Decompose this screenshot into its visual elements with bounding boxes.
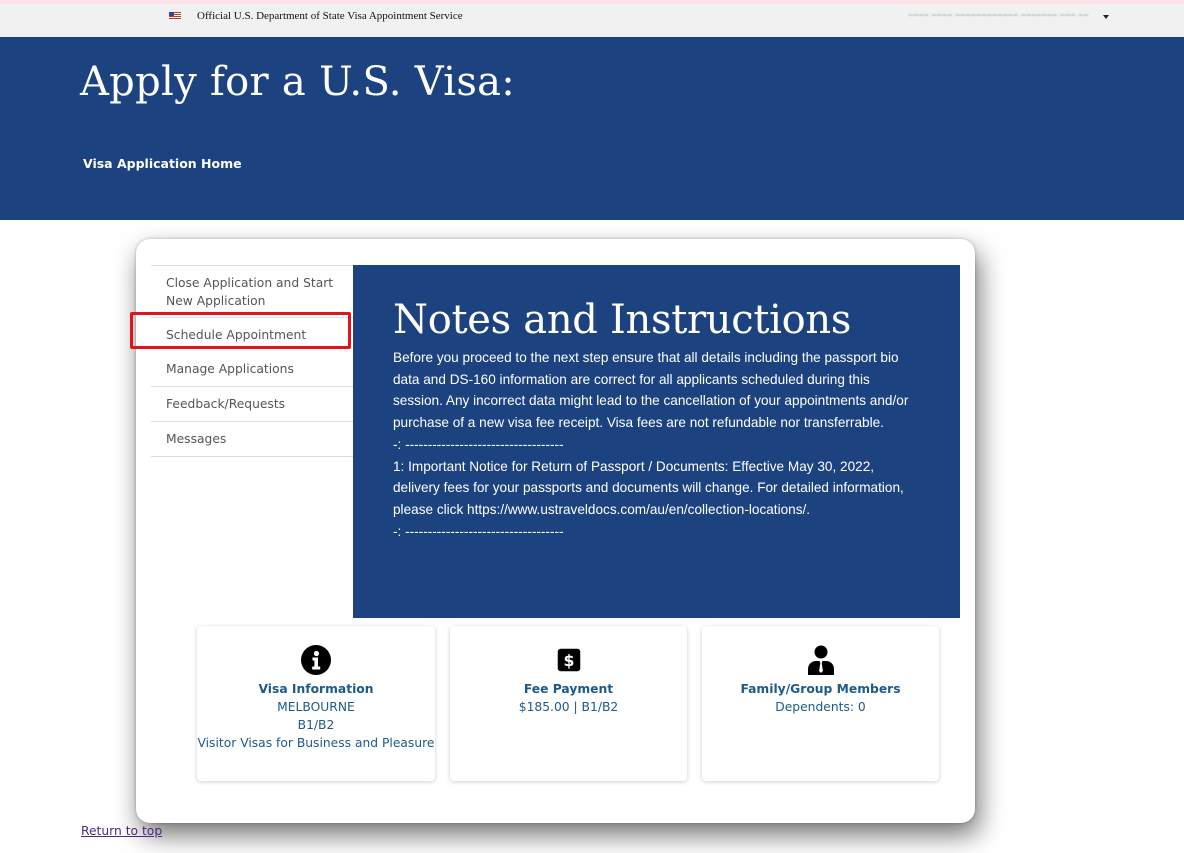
notes-paragraph: Before you proceed to the next step ensure that all details including the passport bio data and DS-160 information are correct for all applicants scheduled during this session. Any incorrect data might lead to the cancellation of your appointments and/or purchase of a new visa fee receipt. Visa fees are not refundable nor transferrable. <box>393 350 909 431</box>
visa-class: B1/B2 <box>297 718 335 732</box>
visa-post: MELBOURNE <box>277 700 355 714</box>
official-site-text: Official U.S. Department of State Visa Appointment Service <box>197 10 463 22</box>
notes-separator: -: ----------------------------------- <box>393 523 564 539</box>
notes-body <box>393 347 913 542</box>
page-header <box>0 37 1184 220</box>
visa-application-home-link[interactable]: Visa Application Home <box>83 156 242 171</box>
return-to-top-link[interactable]: Return to top <box>81 824 163 838</box>
dollar-icon <box>557 648 581 672</box>
nav-close-application[interactable]: Close Application and Start New Application <box>151 266 353 318</box>
page-title: Apply for a U.S. Visa: <box>80 59 516 105</box>
card-title: Family/Group Members <box>740 682 901 696</box>
nav-messages[interactable]: Messages <box>151 422 353 457</box>
side-navigation <box>151 265 353 457</box>
svg-text:$: $ <box>563 651 574 670</box>
chevron-down-icon[interactable] <box>1103 15 1109 19</box>
user-tie-icon <box>805 644 837 676</box>
nav-feedback-requests[interactable]: Feedback/Requests <box>151 387 353 422</box>
visa-information-card <box>197 626 435 781</box>
dependents-count: Dependents: 0 <box>775 700 866 714</box>
nav-schedule-appointment[interactable]: Schedule Appointment <box>166 328 307 342</box>
language-selector[interactable]: ~~~~ ~~~~ ~~~~~~~~~~~~ ~~~~~~~ ~~~ ~~ <box>908 10 1089 20</box>
card-title: Fee Payment <box>523 682 614 696</box>
nav-manage-applications[interactable]: Manage Applications <box>151 352 353 387</box>
passport-notice: 1: Important Notice for Return of Passport / Documents: Effective May 30, 2022, delivery fees for your passports and documents will change. For detailed information, please click https://www.ustraveldocs.com/au/en/collection-locations/. <box>393 458 904 517</box>
notes-separator: -: ----------------------------------- <box>393 436 564 452</box>
visa-description: Visitor Visas for Business and Pleasure <box>197 736 435 750</box>
notes-panel <box>353 265 960 618</box>
info-circle-icon <box>300 644 332 676</box>
card-title: Visa Information <box>258 682 374 696</box>
notes-title: Notes and Instructions <box>393 297 852 343</box>
us-flag-icon <box>169 12 181 20</box>
fee-amount: $185.00 | B1/B2 <box>518 700 619 714</box>
family-group-card <box>702 626 939 781</box>
official-banner <box>0 4 1184 37</box>
fee-payment-card <box>450 626 687 781</box>
